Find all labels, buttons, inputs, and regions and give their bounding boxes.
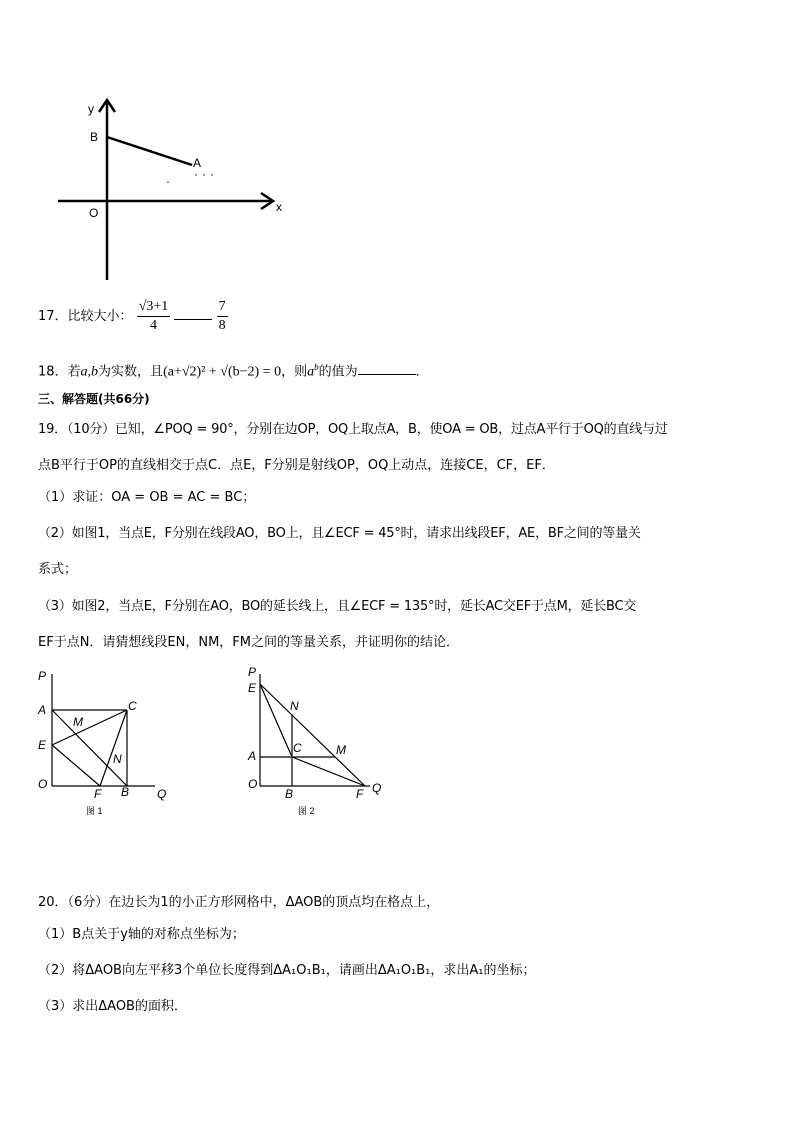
q17-frac2-num: 7: [217, 298, 228, 317]
q18-mid2: ，则: [281, 364, 308, 380]
fig2-label-f: F: [356, 787, 364, 801]
segment-ba: [107, 137, 192, 165]
q17-frac2-den: 8: [218, 318, 226, 333]
question-17: [38, 297, 228, 337]
fig2-label-q: Q: [372, 781, 382, 795]
label-y: y: [88, 102, 94, 116]
fig1-label-n: N: [113, 752, 122, 766]
fig2-ef: [260, 684, 365, 786]
fig1-ab: [52, 710, 127, 786]
q17-frac1-den: 4: [149, 318, 157, 333]
dot: [167, 181, 168, 182]
label-b: B: [90, 130, 99, 144]
q18-end: ．: [415, 364, 429, 380]
label-a: A: [193, 156, 202, 170]
q19-part3a: （3）如图2，当点E，F分别在AO，BO的延长线上，且∠ECF = 135°时，延长AC交EF于点M，延长BC交: [38, 599, 637, 614]
q20-part2: （2）将ΔAOB向左平移3个单位长度得到ΔA₁O₁B₁，请画出ΔA₁O₁B₁，求出A₁的坐标；: [38, 963, 536, 978]
fig1-cf: [100, 710, 127, 786]
q19-part1: （1）求证：OA = OB = AC = BC；: [38, 490, 256, 505]
dot: [211, 174, 212, 175]
q17-label: 17．比较大小：: [38, 309, 133, 324]
q18-prefix: 18．若: [38, 364, 81, 380]
q18-power: a: [307, 364, 315, 380]
q20-part1: （1）B点关于y轴的对称点坐标为；: [38, 927, 245, 942]
q18-suffix: 的值为: [318, 364, 358, 380]
fig2-ec: [260, 684, 292, 757]
fig2-caption: 图 2: [298, 806, 315, 816]
section-heading: 三、解答题(共66分): [38, 392, 150, 406]
q17-blank: [174, 319, 212, 320]
fig1-label-o: O: [38, 777, 48, 791]
fig2-label-p: P: [248, 665, 257, 679]
q18-vars: a,b: [80, 364, 99, 380]
fig2-label-b: B: [285, 787, 294, 801]
q19-part3b: EF于点N．请猜想线段EN，NM，FM之间的等量关系，并证明你的结论．: [38, 635, 459, 650]
fig2-label-c: C: [293, 741, 302, 755]
fig2-cf: [292, 757, 365, 786]
q20-part3: （3）求出ΔAOB的面积．: [38, 999, 187, 1014]
fig2-label-m: M: [336, 743, 346, 757]
q19-line1: 19．（10分）已知，∠POQ = 90°，分别在边OP，OQ上取点A，B，使OA = OB，过点A平行于OQ的直线与过: [38, 422, 668, 437]
label-x: x: [276, 200, 282, 214]
question-18: [38, 357, 429, 382]
q17-fraction-2: [217, 298, 228, 335]
q19-part2a: （2）如图1，当点E，F分别在线段AO，BO上，且∠ECF = 45°时，请求出线段EF，AE，BF之间的等量关: [38, 526, 641, 541]
q18-power-exp: b: [314, 362, 319, 372]
dot: [195, 174, 196, 175]
fig1-label-b: B: [121, 785, 130, 799]
q18-expr: (a+√2)² + √(b−2) = 0: [163, 364, 282, 380]
fig2-label-a: A: [248, 749, 257, 763]
fig1-label-c: C: [128, 699, 137, 713]
coordinate-graph: [50, 95, 300, 285]
fig1-label-p: P: [38, 669, 47, 683]
fig1-label-e: E: [38, 738, 47, 752]
fig2-label-e: E: [248, 681, 257, 695]
q19-line2: 点B平行于OP的直线相交于点C．点E，F分别是射线OP，OQ上动点，连接CE，CF，EF．: [38, 458, 555, 473]
figure-1: [30, 668, 190, 818]
fig1-label-m: M: [73, 715, 83, 729]
figure-2: [240, 662, 400, 820]
fig1-label-a: A: [38, 703, 47, 717]
fig1-label-q: Q: [157, 787, 167, 801]
fig1-caption: 图 1: [86, 806, 103, 816]
fig2-label-n: N: [290, 699, 299, 713]
q20-line1: 20．（6分）在边长为1的小正方形网格中，ΔAOB的顶点均在格点上，: [38, 895, 440, 910]
q19-part2b: 系式；: [38, 562, 78, 577]
dot: [203, 174, 204, 175]
q17-frac1-num: √3+1: [137, 298, 171, 317]
fig2-label-o: O: [248, 777, 258, 791]
label-o: O: [89, 206, 99, 220]
q17-fraction-1: [137, 298, 171, 335]
fig1-label-f: F: [94, 787, 102, 801]
fig1-ec: [52, 710, 127, 745]
q18-mid1: 为实数，且: [98, 364, 164, 380]
q18-blank: [358, 374, 416, 375]
